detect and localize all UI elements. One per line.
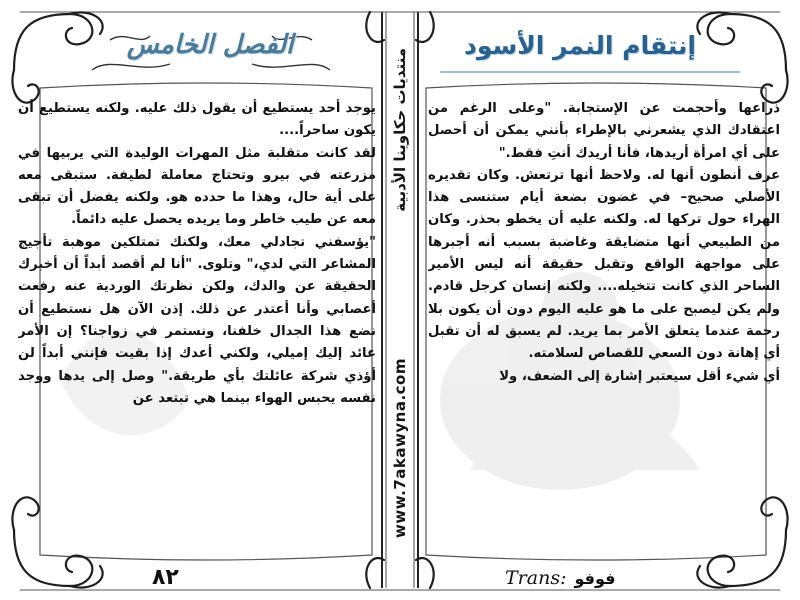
page-number: ٨٢ (152, 565, 179, 590)
book-title: إنتقام النمر الأسود (463, 30, 697, 60)
book-spine (385, 20, 415, 580)
translator-label: Trans: (505, 567, 567, 589)
left-paragraph-2: لقد كانت متقلبة مثل المهرات الوليدة التي يربيها في مزرعته في بيرو وتحتاج معاملة لطيفة. ستبقى معه على أية حال، وهذا ما حدده هو. ولكنه يفضل أن تبقى معه عن طيب خاطر وما يريده يحصل عليه دائماً. (18, 145, 376, 228)
translator-name: فوفو (574, 569, 616, 588)
right-paragraph-3: أي شيء أقل سيعتبر إشارة إلى الضعف، ولا (499, 368, 780, 384)
left-paragraph-3: "يؤسفني تجادلي معك، ولكنك تمتلكين موهبة تأجيج المشاعر التي لدي،" وتلوى. "أنا لم أقصد أبداً أن أخبرك الحقيقة عن والدك، ولكن نظرتك الوردية عنه رفعت أعصابي وأنا أعتذر عن ذلك. إذن الآن هل نستطيع أن نضع هذا الجدال خلفنا، ونستمر في زواجنا؟ إن الأمر عائد إليك إميلي، ولكني أعدك إذا بقيت فإنني أبداً لن أؤذي شركة عائلتك بأي طريقة." وصل إلى يدها ووجد نفسه يحبس الهواء بينما هي تبتعد عن (18, 234, 376, 406)
website-url[interactable]: www.7akawyna.com (391, 358, 409, 538)
left-paragraph-1: يوجد أحد يستطيع أن يقول ذلك عليه. ولكنه يستطيع أن يكون ساحراً.... (18, 101, 376, 139)
forum-name: منتديات حكاوينا الأدبية (391, 48, 409, 212)
left-page-text (18, 98, 376, 546)
right-page-header (430, 14, 730, 76)
chapter-title: الفصل الخامس (126, 30, 294, 60)
translator-credit (505, 567, 616, 589)
right-paragraph-1: ذراعها وأحجمت عن الإستجابة. "وعلى الرغم من اعتقادك الذي يشعرني بالإطراء بأنني يمكن أن أحصل على أي امرأة أريدها، فأنا أريدك أنتِ فقط." (428, 101, 780, 161)
left-page-header (95, 14, 325, 76)
right-page-text (428, 98, 780, 546)
right-paragraph-2: عرف أنطون أنها له. ولاحظ أنها ترتعش. وكان تقديره الأصلي صحيح– في غضون بضعة أيام ستنسى هذا الهراء حول تركها له. ولكنه عليه أن يخطو بحذر. وكان من الطبيعي أنها متضايقة وغاضبة بسبب أنه أجبرها على مواجهة الواقع وتقبل حقيقة أنه ليس الأمير الساحر الذي كانت تتخيله.... ولكنه إنسان كرجل قادم. ولم يكن ليصبح على ما هو عليه اليوم دون أن يكون بلا رحمة عندما يتعلق الأمر بما يريد. لم يسبق له أن تقبل أي إهانة دون السعي للقصاص لسلامته. (428, 167, 780, 362)
